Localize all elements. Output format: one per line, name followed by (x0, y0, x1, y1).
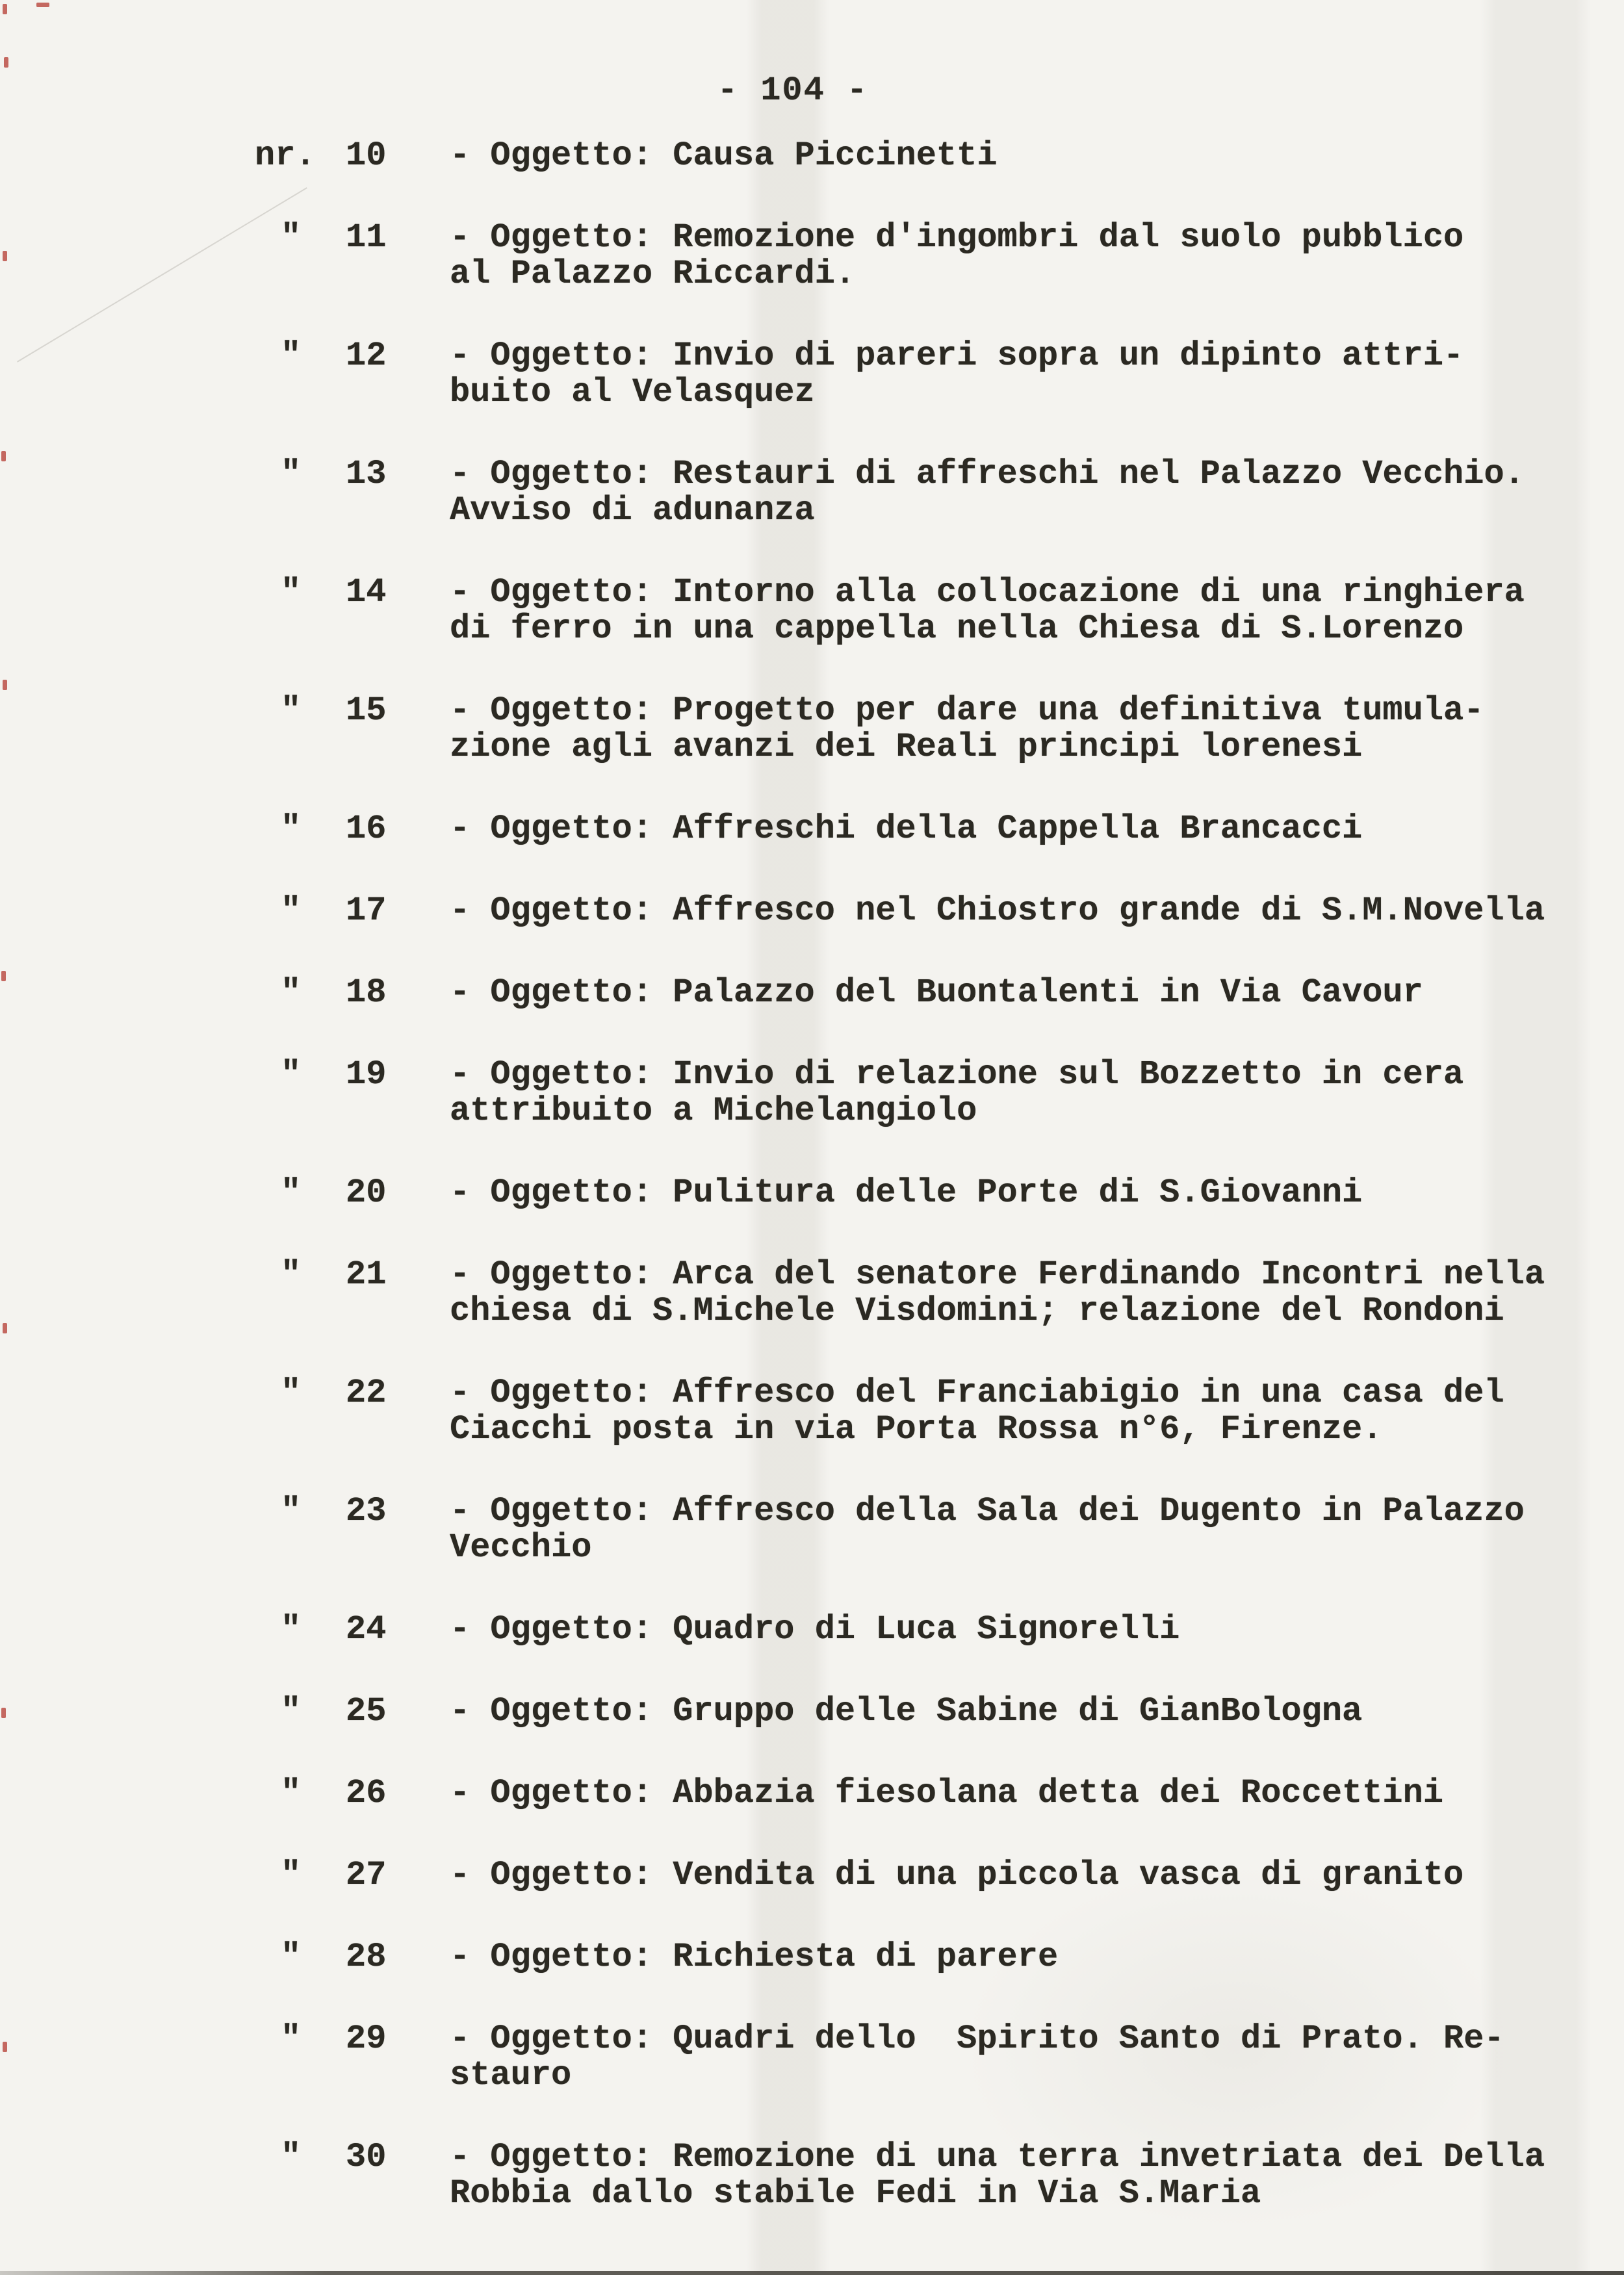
entry-marker: " (281, 337, 302, 375)
entry-line: - Oggetto: Quadri dello Spirito Santo di Prato. Re- (450, 2020, 1504, 2058)
entry-number: 30 (346, 2138, 387, 2176)
entry-marker: " (281, 1856, 302, 1894)
list-item (255, 1939, 1593, 1975)
entry-line: stauro (450, 2056, 572, 2094)
entries-list (255, 138, 1593, 2257)
entry-line: Ciacchi posta in via Porta Rossa n°6, Firenze. (450, 1410, 1383, 1448)
scan-artifact-red-mark (4, 57, 8, 68)
entry-number: 18 (346, 973, 387, 1012)
entry-line: - Oggetto: Abbazia fiesolana detta dei Roccettini (450, 1774, 1444, 1812)
entry-line: Robbia dallo stabile Fedi in Via S.Maria (450, 2174, 1261, 2213)
entry-line: - Oggetto: Vendita di una piccola vasca di granito (450, 1856, 1464, 1894)
entry-number: 12 (346, 337, 387, 375)
entry-text (450, 2021, 1593, 2094)
entry-line: - Oggetto: Pulitura delle Porte di S.Giovanni (450, 1174, 1363, 1212)
entry-marker: " (281, 1692, 302, 1730)
entry-text (450, 2139, 1593, 2212)
entry-marker: " (281, 892, 302, 930)
entry-text (450, 338, 1593, 411)
entry-marker: " (281, 1055, 302, 1094)
list-item (255, 1612, 1593, 1648)
entry-line: - Oggetto: Palazzo del Buontalenti in Via Cavour (450, 973, 1423, 1012)
entry-line: - Oggetto: Arca del senatore Ferdinando Incontri nella (450, 1255, 1545, 1294)
entry-number: 21 (346, 1255, 387, 1294)
entry-line: - Oggetto: Intorno alla collocazione di una ringhiera (450, 573, 1525, 611)
entry-text (450, 1493, 1593, 1566)
entry-number: 16 (346, 810, 387, 848)
entry-line: Avviso di adunanza (450, 491, 815, 530)
entry-number: 28 (346, 1938, 387, 1976)
list-item (255, 1057, 1593, 1129)
entry-number: 14 (346, 573, 387, 611)
entry-line: - Oggetto: Causa Piccinetti (450, 136, 998, 175)
list-item (255, 574, 1593, 647)
entry-text (450, 456, 1593, 529)
entry-number: 15 (346, 691, 387, 730)
entry-text (450, 975, 1593, 1011)
list-item (255, 693, 1593, 765)
scan-artifact-red-mark (1, 1708, 6, 1718)
entry-text (450, 693, 1593, 765)
entry-number: 22 (346, 1374, 387, 1412)
entry-text (450, 1939, 1593, 1975)
scan-artifact-red-mark (3, 2042, 7, 2052)
scan-artifact-red-mark (3, 680, 7, 690)
list-item (255, 338, 1593, 411)
entry-line: - Oggetto: Richiesta di parere (450, 1938, 1059, 1976)
entry-marker: " (281, 1492, 302, 1530)
scan-artifact-red-mark (3, 1323, 7, 1333)
list-item (255, 1493, 1593, 1566)
list-item (255, 138, 1593, 174)
entry-marker: nr. (255, 136, 316, 175)
scan-artifact-red-mark (1, 971, 6, 981)
list-item (255, 811, 1593, 847)
entry-number: 19 (346, 1055, 387, 1094)
list-item (255, 1857, 1593, 1894)
entry-line: attribuito a Michelangiolo (450, 1092, 977, 1130)
entry-text (450, 893, 1593, 929)
entry-line: - Oggetto: Affresco nel Chiostro grande di S.M.Novella (450, 892, 1545, 930)
entry-line: - Oggetto: Invio di relazione sul Bozzetto in cera (450, 1055, 1464, 1094)
entry-marker: " (281, 1374, 302, 1412)
entry-line: Vecchio (450, 1528, 592, 1567)
entry-line: - Oggetto: Affresco del Franciabigio in una casa del (450, 1374, 1504, 1412)
entry-line: - Oggetto: Affresco della Sala dei Dugento in Palazzo (450, 1492, 1525, 1530)
entry-text (450, 1175, 1593, 1211)
entry-text (450, 1057, 1593, 1129)
list-item (255, 1693, 1593, 1730)
entry-line: - Oggetto: Restauri di affreschi nel Palazzo Vecchio. (450, 455, 1525, 493)
entry-text (450, 1693, 1593, 1730)
entry-marker: " (281, 1174, 302, 1212)
entry-number: 13 (346, 455, 387, 493)
entry-number: 29 (346, 2020, 387, 2058)
entry-text (450, 574, 1593, 647)
entry-marker: " (281, 810, 302, 848)
list-item (255, 456, 1593, 529)
entry-number: 17 (346, 892, 387, 930)
entry-text (450, 1375, 1593, 1448)
entry-marker: " (281, 573, 302, 611)
scan-artifact-red-mark (1, 451, 6, 461)
entry-number: 10 (346, 136, 387, 175)
entry-line: di ferro in una cappella nella Chiesa di S.Lorenzo (450, 610, 1464, 648)
entry-text (450, 220, 1593, 292)
entry-text (450, 138, 1593, 174)
entry-number: 20 (346, 1174, 387, 1212)
entry-line: - Oggetto: Progetto per dare una definitiva tumula- (450, 691, 1484, 730)
scan-artifact-red-mark (3, 4, 7, 14)
page-number: - 104 - (717, 71, 869, 110)
list-item (255, 893, 1593, 929)
entry-number: 27 (346, 1856, 387, 1894)
list-item (255, 220, 1593, 292)
list-item (255, 1375, 1593, 1448)
entry-number: 23 (346, 1492, 387, 1530)
entry-marker: " (281, 973, 302, 1012)
list-item (255, 1175, 1593, 1211)
entry-marker: " (281, 2138, 302, 2176)
entry-marker: " (281, 1774, 302, 1812)
entry-marker: " (281, 2020, 302, 2058)
entry-number: 25 (346, 1692, 387, 1730)
entry-marker: " (281, 691, 302, 730)
scan-edge-shadow (0, 2271, 1624, 2275)
entry-line: - Oggetto: Remozione d'ingombri dal suolo pubblico (450, 218, 1464, 257)
entry-marker: " (281, 455, 302, 493)
entry-text (450, 1257, 1593, 1330)
entry-line: - Oggetto: Affreschi della Cappella Brancacci (450, 810, 1363, 848)
entry-number: 24 (346, 1610, 387, 1649)
entry-line: zione agli avanzi dei Reali principi lorenesi (450, 728, 1363, 766)
entry-text (450, 1775, 1593, 1812)
entry-line: chiesa di S.Michele Visdomini; relazione del Rondoni (450, 1292, 1504, 1330)
entry-marker: " (281, 1938, 302, 1976)
list-item (255, 1257, 1593, 1330)
entry-text (450, 1857, 1593, 1894)
scan-artifact-red-mark (36, 3, 49, 7)
entry-line: buito al Velasquez (450, 373, 815, 411)
entry-number: 26 (346, 1774, 387, 1812)
entry-line: - Oggetto: Invio di pareri sopra un dipinto attri- (450, 337, 1464, 375)
list-item (255, 2021, 1593, 2094)
entry-marker: " (281, 1255, 302, 1294)
list-item (255, 1775, 1593, 1812)
entry-line: - Oggetto: Gruppo delle Sabine di GianBologna (450, 1692, 1363, 1730)
list-item (255, 2139, 1593, 2212)
entry-marker: " (281, 1610, 302, 1649)
list-item (255, 975, 1593, 1011)
scan-artifact-red-mark (3, 251, 7, 261)
entry-line: al Palazzo Riccardi. (450, 255, 856, 293)
entry-marker: " (281, 218, 302, 257)
entry-text (450, 811, 1593, 847)
entry-line: - Oggetto: Quadro di Luca Signorelli (450, 1610, 1180, 1649)
entry-line: - Oggetto: Remozione di una terra invetriata dei Della (450, 2138, 1545, 2176)
entry-text (450, 1612, 1593, 1648)
entry-number: 11 (346, 218, 387, 257)
